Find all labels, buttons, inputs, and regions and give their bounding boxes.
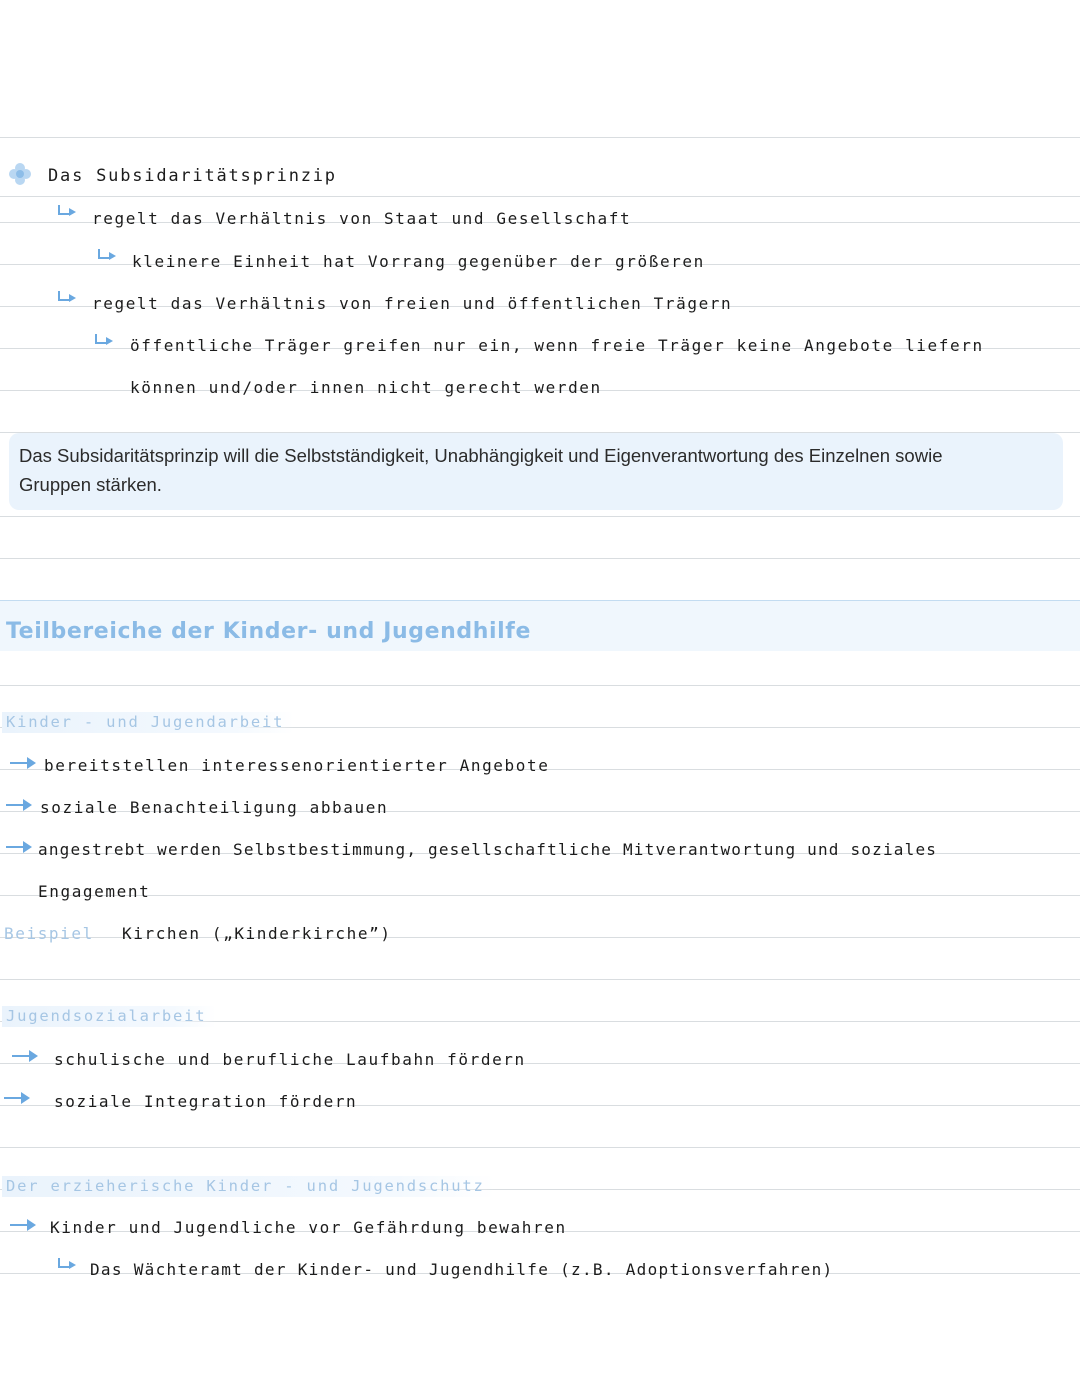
subheading-jugendschutz: Der erzieherische Kinder - und Jugendschutz [2,1176,495,1197]
list-item: soziale Integration fördern [54,1092,358,1111]
arrow-right-icon [10,1224,30,1226]
subsidiarity-point-2-sub-line2: können und/oder innen nicht gerecht werden [130,378,602,397]
subheading-jugendsozialarbeit: Jugendsozialarbeit [2,1006,216,1027]
list-item: bereitstellen interessenorientierter Angebote [44,756,550,775]
example-label: Beispiel [4,924,94,943]
arrow-right-icon [10,762,30,764]
subsidiarity-point-2: regelt das Verhältnis von freien und öffentlichen Trägern [92,294,733,313]
hook-arrow-icon [95,334,108,344]
list-item-continuation: Engagement [38,882,151,901]
list-item: angestrebt werden Selbstbestimmung, gesellschaftliche Mitverantwortung und soziales [38,840,938,859]
summary-callout-text: Das Subsidaritätsprinzip will die Selbstständigkeit, Unabhängigkeit und Eigenverantwortung des Einzelnen sowie Gruppen stärken. [19,445,943,495]
arrow-right-icon [12,1055,32,1057]
hook-arrow-icon [58,1258,71,1268]
list-item: Kinder und Jugendliche vor Gefährdung bewahren [50,1218,567,1237]
hook-arrow-icon [58,205,71,215]
arrow-right-icon [6,846,26,848]
example-text: Kirchen („Kinderkirche”) [122,924,392,943]
list-item: schulische und berufliche Laufbahn fördern [54,1050,526,1069]
hook-arrow-icon [58,291,71,301]
hook-arrow-icon [98,249,111,259]
list-item-sub: Das Wächteramt der Kinder- und Jugendhilfe (z.B. Adoptionsverfahren) [90,1260,834,1279]
arrow-right-icon [6,804,26,806]
section-title: Teilbereiche der Kinder- und Jugendhilfe [6,619,531,644]
subsidiarity-point-2-sub-line1: öffentliche Träger greifen nur ein, wenn freie Träger keine Angebote liefern [130,336,984,355]
subsidiarity-heading: Das Subsidaritätsprinzip [48,166,337,186]
flower-icon [9,163,31,185]
list-item: soziale Benachteiligung abbauen [40,798,389,817]
subsidiarity-point-1-sub: kleinere Einheit hat Vorrang gegenüber der größeren [132,252,705,271]
subheading-kinder-jugendarbeit: Kinder - und Jugendarbeit [2,712,294,733]
arrow-right-icon [4,1097,24,1099]
subsidiarity-point-1: regelt das Verhältnis von Staat und Gesellschaft [92,209,632,228]
